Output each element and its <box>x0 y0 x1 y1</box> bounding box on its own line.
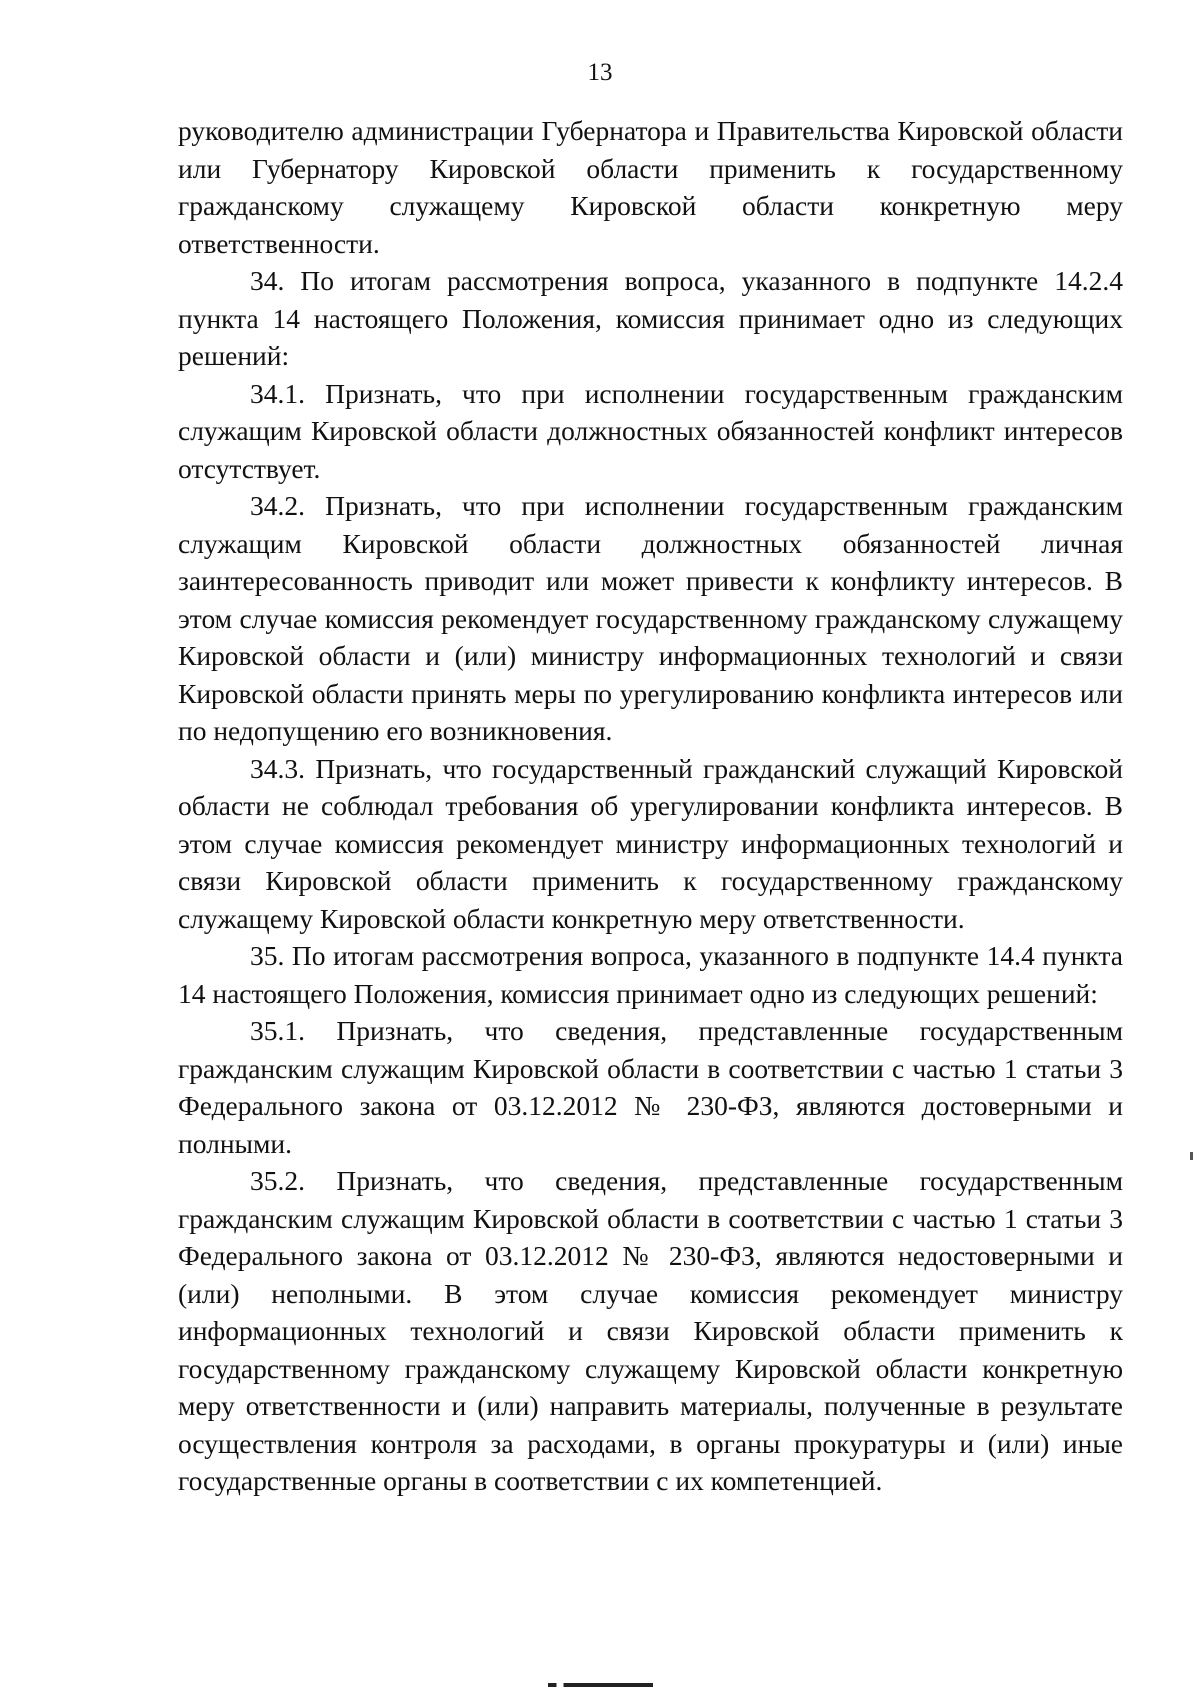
paragraph-35: 35. По итогам рассмотрения вопроса, указанного в подпункте 14.4 пункта 14 настоящего Положения, комиссия принимает одно из следующих решений: <box>178 940 1123 1009</box>
bottom-scan-mark <box>548 1683 653 1687</box>
paragraph-34-1: 34.1. Признать, что при исполнении государственным гражданским служащим Кировской области должностных обязанностей конфликт интересов отсутствует. <box>178 377 1123 484</box>
paragraph-34-2: 34.2. Признать, что при исполнении государственным гражданским служащим Кировской области должностных обязанностей личная заинтересованность приводит или может привести к конфликту интересов. В этом случае комиссия рекомендует государственному гражданскому служащему Кировской области и (или) министру информационных технологий и связи Кировской области принять меры по урегулированию конфликта интересов или по недопущению его возникновения. <box>178 490 1123 746</box>
paragraph-35-1: 35.1. Признать, что сведения, представленные государственным гражданским служащим Кировской области в соответствии с частью 1 статьи 3 Федерального закона от 03.12.2012 № 230-ФЗ, являются достоверными и полными. <box>178 1015 1123 1159</box>
margin-scan-mark <box>1190 1152 1193 1160</box>
page-number: 13 <box>587 59 613 86</box>
document-body <box>178 112 1123 1500</box>
paragraph-35-2: 35.2. Признать, что сведения, представленные государственным гражданским служащим Кировской области в соответствии с частью 1 статьи 3 Федерального закона от 03.12.2012 № 230-ФЗ, являются недостоверными и (или) неполными. В этом случае комиссия рекомендует министру информационных технологий и связи Кировской области применить к государственному гражданскому служащему Кировской области конкретную меру ответственности и (или) направить материалы, полученные в результате осуществления контроля за расходами, в органы прокуратуры и (или) иные государственные органы в соответствии с их компетенцией. <box>178 1165 1123 1496</box>
paragraph-34: 34. По итогам рассмотрения вопроса, указанного в подпункте 14.2.4 пункта 14 настоящего Положения, комиссия принимает одно из следующих решений: <box>178 265 1123 371</box>
paragraph-34-3: 34.3. Признать, что государственный гражданский служащий Кировской области не соблюдал требования об урегулировании конфликта интересов. В этом случае комиссия рекомендует министру информационных технологий и связи Кировской области применить к государственному гражданскому служащему Кировской области конкретную меру ответственности. <box>178 752 1123 934</box>
paragraph-continuation: руководителю администрации Губернатора и Правительства Кировской области или Губернатору Кировской области применить к государственному гражданскому служащему Кировской области конкретную меру ответственности. <box>178 115 1123 259</box>
